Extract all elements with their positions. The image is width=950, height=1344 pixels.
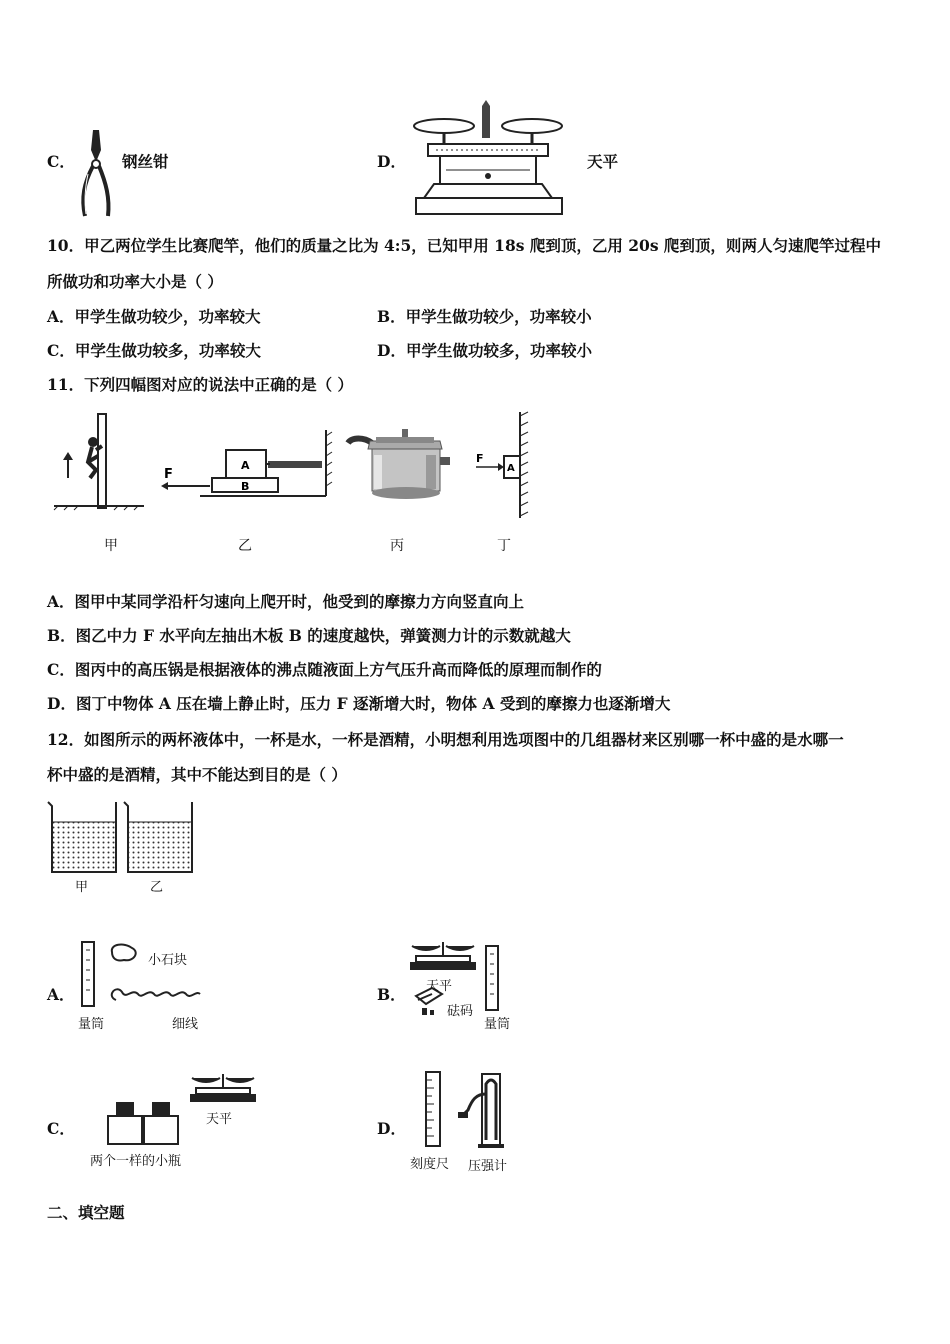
figure-yi-block-a-label: A: [241, 459, 250, 472]
option-a-thread-label: 细线: [172, 1017, 199, 1032]
option-b-cylinder-label: 量筒: [484, 1017, 511, 1032]
figure-label-ding: 丁: [497, 538, 511, 554]
q12-option-d-letter: D．: [377, 1119, 406, 1138]
q12-stem-line1: 12．如图所示的两杯液体中，一杯是水，一杯是酒精，小明想利用选项图中的几组器材来区别哪一杯中盛的是水哪一: [47, 730, 844, 749]
option-d-manometer-label: 压强计: [468, 1159, 508, 1174]
option-c-equipment-image: [106, 1070, 256, 1146]
q10-stem-line2: 所做功和功率大小是（ ）: [47, 272, 223, 291]
option-d-equipment-image: [420, 1070, 520, 1150]
pliers-image: [76, 128, 118, 218]
option-a-cylinder-label: 量筒: [78, 1017, 105, 1032]
q12-option-a-letter: A．: [47, 985, 75, 1004]
section-2-heading: 二、填空题: [47, 1203, 125, 1222]
balance-scale-image: [406, 98, 571, 216]
option-a-stone-label: 小石块: [148, 953, 188, 968]
q11-option-a: A．图甲中某同学沿杆匀速向上爬开时，他受到的摩擦力方向竖直向上: [47, 592, 525, 611]
beaker-label-jia: 甲: [75, 880, 89, 895]
figure-label-bing: 丙: [390, 538, 404, 554]
q10-option-b: B．甲学生做功较少，功率较小: [377, 307, 592, 326]
q9-option-d-letter: D．: [377, 152, 406, 171]
figure-bing-pressure-cooker: [346, 425, 454, 505]
q11-option-b: B．图乙中力 F 水平向左抽出木板 B 的速度越快，弹簧测力计的示数就越大: [47, 626, 571, 645]
figure-yi-force-label: F: [164, 467, 173, 482]
option-b-balance-label: 天平: [426, 979, 453, 994]
q12-stem-line2: 杯中盛的是酒精，其中不能达到目的是（ ）: [47, 765, 347, 784]
q11-stem: 11．下列四幅图对应的说法中正确的是（ ）: [47, 375, 353, 394]
q9-option-d-label: 天平: [587, 152, 619, 171]
option-c-balance-label: 天平: [206, 1112, 233, 1127]
figure-ding-wall-block: [472, 410, 534, 520]
figure-jia-climber: [52, 410, 147, 510]
q10-stem-line1: 10．甲乙两位学生比赛爬竿，他们的质量之比为 4:5，已知甲用 18s 爬到顶，乙用 20s 爬到顶，则两人匀速爬竿过程中: [47, 236, 881, 255]
option-b-weights-label: 砝码: [447, 1004, 474, 1019]
q12-option-b-letter: B．: [377, 985, 406, 1004]
figure-label-yi: 乙: [238, 538, 252, 554]
beakers-image: [46, 800, 196, 876]
q11-option-c: C．图丙中的高压锅是根据液体的沸点随液面上方气压升高而降低的原理而制作的: [47, 660, 602, 679]
q9-option-c-label: 钢丝钳: [122, 152, 169, 171]
q10-option-a: A．甲学生做功较少，功率较大: [47, 307, 261, 326]
q11-option-d: D．图丁中物体 A 压在墙上静止时，压力 F 逐渐增大时，物体 A 受到的摩擦力也逐渐增大: [47, 694, 671, 713]
q10-option-c: C．甲学生做功较多，功率较大: [47, 341, 261, 360]
figure-yi-block-b-label: B: [241, 480, 250, 493]
beaker-label-yi: 乙: [150, 880, 164, 895]
q10-option-d: D．甲学生做功较多，功率较小: [377, 341, 592, 360]
figure-label-jia: 甲: [104, 538, 118, 554]
q12-option-c-letter: C．: [47, 1119, 75, 1138]
q9-option-c-letter: C．: [47, 152, 75, 171]
figure-ding-force-label: F: [476, 452, 484, 465]
figure-ding-block-label: A: [507, 463, 515, 474]
option-c-bottles-label: 两个一样的小瓶: [90, 1154, 182, 1169]
option-d-ruler-label: 刻度尺: [410, 1157, 450, 1172]
figure-yi-blocks: [160, 430, 332, 500]
